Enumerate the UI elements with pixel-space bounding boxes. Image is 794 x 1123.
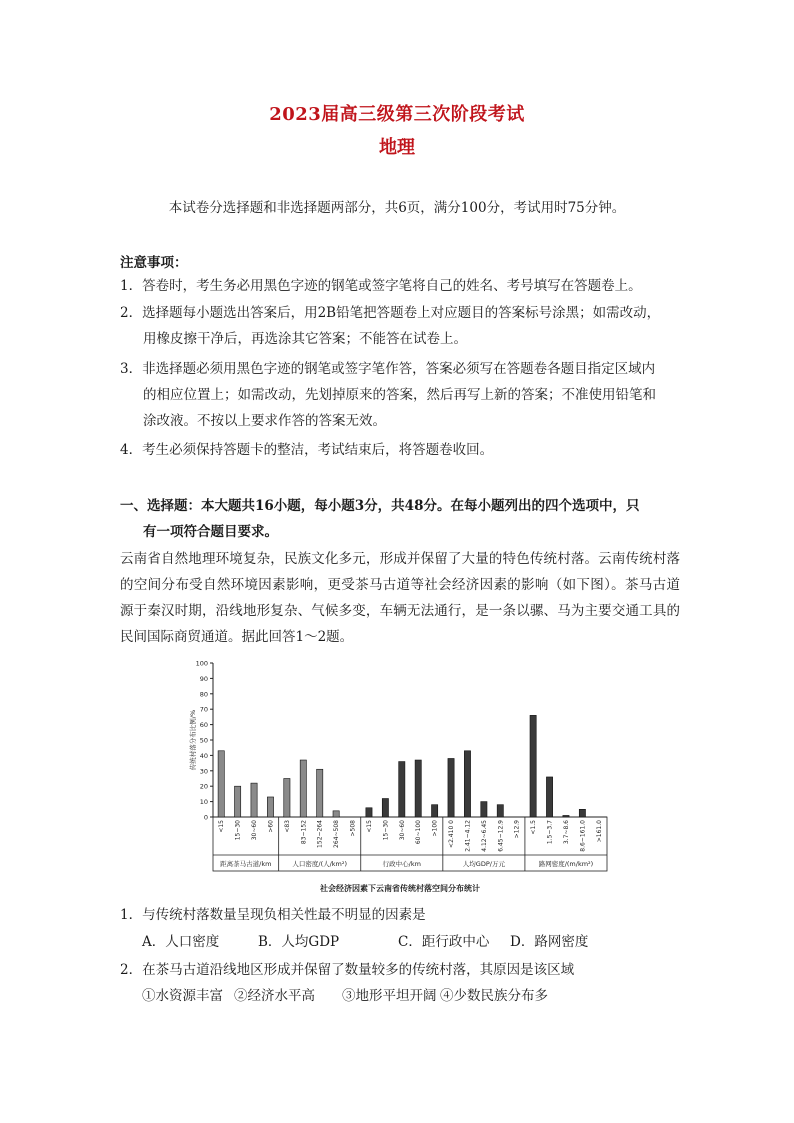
passage: 云南省自然地理环境复杂，民族文化多元，形成并保留了大量的特色传统村落。云南传统村落的空间分布受自然环境因素影响，更受茶马古道等社会经济因素的影响（如下图）。茶马古道源于秦汉时期，沿线地形复杂、气候多变，车辆无法通行，是一条以骡、马为主要交通工具的民间国际商贸通道。据此回答1～2题。: [120, 551, 680, 645]
bar: [415, 760, 421, 817]
bar: [251, 783, 257, 817]
note-item: 4．考生必须保持答题卡的整洁，考试结束后，将答题卷收回。: [120, 442, 494, 458]
y-tick-label: 10: [199, 798, 208, 807]
group-label: 路网密度/(m/km²): [538, 860, 594, 868]
x-tick-label: 15~30: [234, 820, 242, 841]
y-tick-label: 100: [195, 659, 208, 668]
y-tick-label: 30: [199, 767, 208, 776]
exam-intro: 本试卷分选择题和非选择题两部分，共6页，满分100分，考试用时75分钟。: [168, 200, 626, 216]
bar: [284, 779, 290, 818]
question-1-stem: 1．与传统村落数量呈现负相关性最不明显的因素是: [120, 907, 426, 923]
bar: [579, 809, 585, 817]
x-tick-label: 83~152: [300, 820, 308, 845]
x-tick-label: >508: [349, 820, 357, 837]
x-tick-label: 6.45~12.9: [497, 820, 505, 852]
y-tick-label: 90: [199, 674, 208, 683]
bar: [300, 760, 306, 817]
x-tick-label: >12.9: [513, 820, 521, 839]
bar: [399, 762, 405, 817]
chart-canvas: [185, 655, 615, 895]
x-tick-label: >100: [431, 820, 439, 837]
option-2[interactable]: ②经济水平高: [234, 988, 315, 1004]
y-tick-label: 20: [199, 782, 208, 791]
note-item: 2．选择题每小题选出答案后，用2B铅笔把答题卷上对应题目的答案标号涂黑；如需改动， 用橡皮擦干净后，再选涂其它答案；不能答在试卷上。: [120, 305, 661, 347]
notes-heading: 注意事项：: [120, 255, 188, 271]
y-tick-label: 80: [199, 690, 208, 699]
bar: [530, 715, 536, 817]
y-tick-label: 40: [199, 751, 208, 760]
bar: [546, 777, 552, 817]
chart-title: 社会经济因素下云南省传统村落空间分布统计: [320, 884, 480, 893]
x-tick-label: 60~100: [415, 820, 423, 845]
option-c[interactable]: C．距行政中心: [398, 934, 490, 950]
group-label: 人口密度/(人/km²): [292, 860, 348, 868]
x-tick-label: 2.41~4.12: [464, 820, 472, 852]
option-1[interactable]: ①水资源丰富: [142, 988, 223, 1004]
x-tick-label: >161.0: [595, 820, 603, 843]
y-axis-label: 传统村落分布比例/%: [189, 709, 197, 771]
option-a[interactable]: A．人口密度: [142, 934, 220, 950]
x-tick-label: <2.410 0: [448, 820, 456, 848]
section-heading: 一、选择题：本大题共16小题，每小题3分，共48分。在每小题列出的四个选项中，只 有一项符合题目要求。: [120, 498, 640, 540]
bar: [267, 797, 273, 817]
y-tick-label: 0: [203, 813, 208, 822]
bar: [366, 808, 372, 817]
x-tick-label: 3.7~8.6: [562, 820, 570, 845]
village-distribution-chart: [185, 655, 615, 899]
bar: [317, 769, 323, 817]
x-tick-label: 1.5~3.7: [546, 820, 554, 845]
exam-title: 2023届高三级第三次阶段考试: [269, 104, 525, 125]
bar: [481, 802, 487, 817]
bar: [333, 811, 339, 817]
bar: [464, 751, 470, 817]
group-label: 行政中心/km: [382, 860, 421, 868]
question-2-stem: 2．在茶马古道沿线地区形成并保留了数量较多的传统村落，其原因是该区域: [120, 962, 575, 978]
x-tick-label: 264~508: [333, 820, 341, 848]
group-label: 距离茶马古道/km: [220, 860, 272, 868]
x-tick-label: <1.5: [530, 820, 538, 835]
bar: [432, 805, 438, 817]
x-tick-label: 4.12~6.45: [480, 820, 488, 852]
y-tick-label: 50: [199, 736, 208, 745]
note-item: 1．答卷时，考生务必用黑色字迹的钢笔或签字笔将自己的姓名、考号填写在答题卷上。: [120, 278, 642, 294]
option-d[interactable]: D．路网密度: [510, 934, 589, 950]
x-tick-label: 152~264: [316, 820, 324, 848]
bar: [497, 805, 503, 817]
option-3[interactable]: ③地形平坦开阔: [342, 988, 437, 1004]
group-label: 人均GDP/万元: [462, 860, 505, 868]
note-item: 3．非选择题必须用黑色字迹的钢笔或签字笔作答，答案必须写在答题卷各题目指定区域内 的相应位置上；如需改动，先划掉原来的答案，然后再写上新的答案；不准使用铅笔和 涂改液。不按以上要求作答的答案无效。: [120, 361, 656, 429]
option-b[interactable]: B．人均GDP: [258, 934, 340, 950]
x-tick-label: <15: [218, 820, 226, 833]
bar: [448, 758, 454, 817]
x-tick-label: <15: [365, 820, 373, 833]
option-4[interactable]: ④少数民族分布多: [440, 988, 548, 1004]
subject-title: 地理: [379, 137, 415, 158]
x-tick-label: <83: [283, 820, 291, 833]
x-tick-label: 8.6~161.0: [579, 820, 587, 852]
bar: [563, 815, 569, 817]
x-tick-label: 15~30: [382, 820, 390, 841]
x-tick-label: 30~60: [251, 820, 259, 841]
y-tick-label: 60: [199, 721, 208, 730]
x-tick-label: 30~60: [398, 820, 406, 841]
bar: [382, 799, 388, 817]
y-tick-label: 70: [199, 705, 208, 714]
bar: [235, 786, 241, 817]
bar: [218, 751, 224, 817]
x-tick-label: >60: [267, 820, 275, 833]
